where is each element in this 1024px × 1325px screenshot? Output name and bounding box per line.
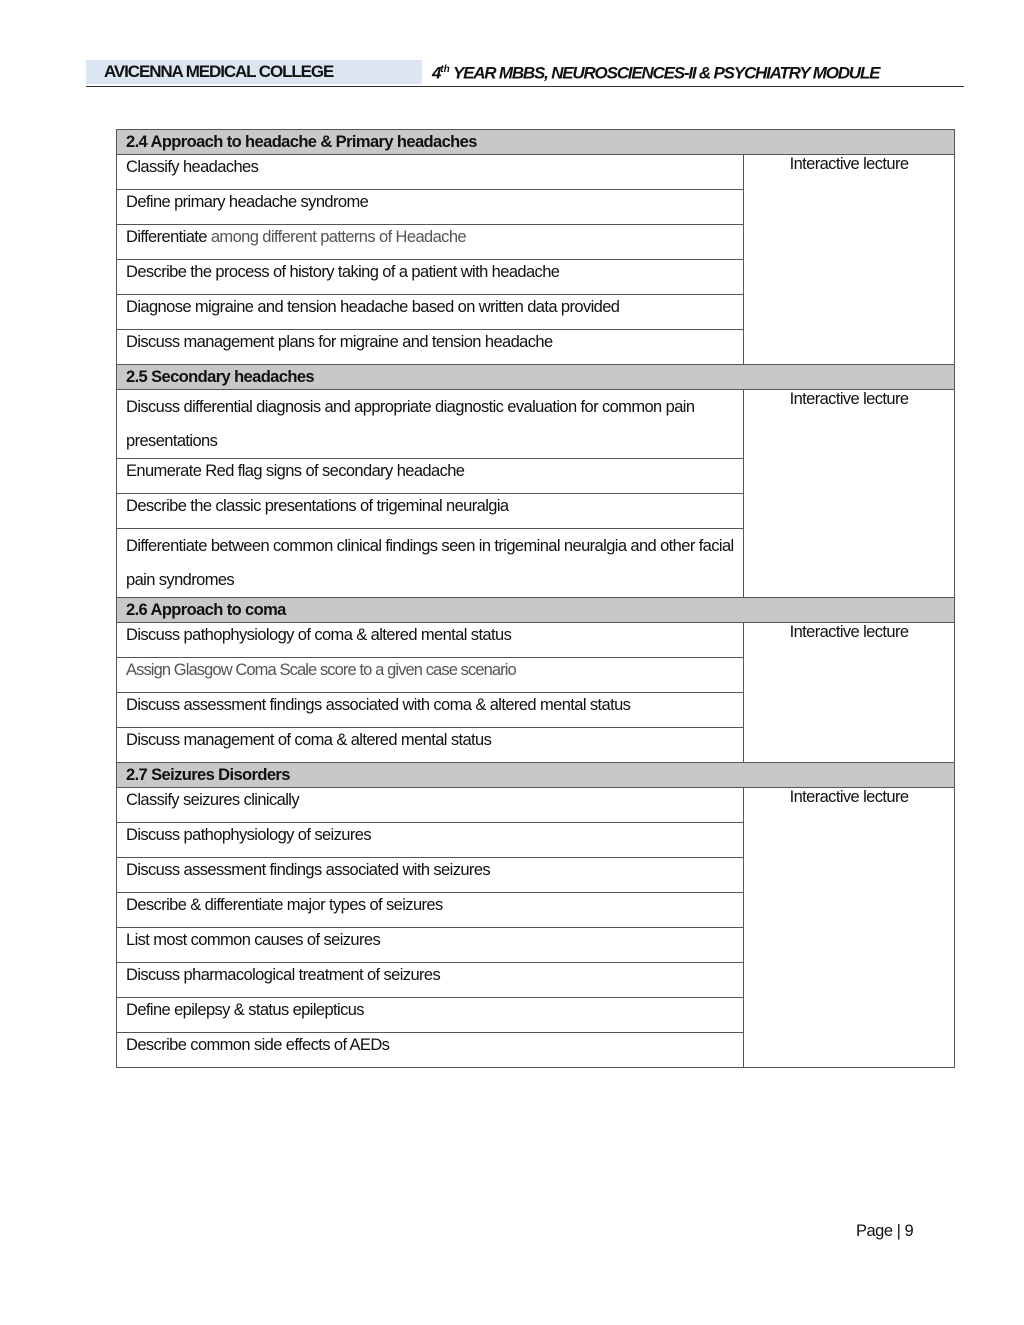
module-title	[432, 58, 879, 86]
objective-text-faded: among different patterns of Headache	[210, 228, 466, 246]
teaching-method: Interactive lecture	[744, 788, 955, 1068]
objective-cell: Describe the process of history taking of a patient with headache	[117, 260, 744, 295]
section-header-row	[117, 763, 955, 788]
objective-cell: Discuss management of coma & altered mental status	[117, 728, 744, 763]
objective-cell: Classify headaches	[117, 155, 744, 190]
module-name: YEAR MBBS, NEUROSCIENCES-II & PSYCHIATRY MODULE	[452, 63, 880, 83]
objective-cell	[117, 225, 744, 260]
teaching-method: Interactive lecture	[744, 390, 955, 598]
objective-cell: Define epilepsy & status epilepticus	[117, 998, 744, 1033]
objective-cell: Describe the classic presentations of trigeminal neuralgia	[117, 494, 744, 529]
year-number: 4	[432, 63, 441, 83]
objective-cell: Describe common side effects of AEDs	[117, 1033, 744, 1068]
table-row	[117, 788, 955, 823]
table-row	[117, 390, 955, 459]
header-divider	[86, 86, 964, 87]
objective-cell: Enumerate Red flag signs of secondary headache	[117, 459, 744, 494]
section-header-row	[117, 130, 955, 155]
page-number: Page | 9	[856, 1222, 914, 1240]
section-header-row	[117, 365, 955, 390]
objective-cell: Assign Glasgow Coma Scale score to a given case scenario	[117, 658, 744, 693]
objective-cell: Discuss pharmacological treatment of seizures	[117, 963, 744, 998]
objective-cell: Describe & differentiate major types of seizures	[117, 893, 744, 928]
objectives-table	[116, 129, 955, 1068]
objective-cell: Discuss management plans for migraine and tension headache	[117, 330, 744, 365]
objective-cell: Classify seizures clinically	[117, 788, 744, 823]
section-title: 2.5 Secondary headaches	[117, 365, 955, 390]
objective-cell: Differentiate between common clinical findings seen in trigeminal neuralgia and other facial pain syndromes	[117, 529, 744, 598]
objective-cell: List most common causes of seizures	[117, 928, 744, 963]
table-row	[117, 623, 955, 658]
objective-cell: Define primary headache syndrome	[117, 190, 744, 225]
section-header-row	[117, 598, 955, 623]
page-header	[86, 58, 964, 88]
table-row	[117, 155, 955, 190]
objective-cell: Discuss pathophysiology of seizures	[117, 823, 744, 858]
objective-text: Differentiate	[126, 228, 211, 246]
teaching-method: Interactive lecture	[744, 155, 955, 365]
objective-cell: Discuss differential diagnosis and appropriate diagnostic evaluation for common pain presentations	[117, 390, 744, 459]
college-name: AVICENNA MEDICAL COLLEGE	[86, 60, 422, 84]
section-title: 2.6 Approach to coma	[117, 598, 955, 623]
teaching-method: Interactive lecture	[744, 623, 955, 763]
objective-cell: Discuss pathophysiology of coma & altered mental status	[117, 623, 744, 658]
section-title: 2.7 Seizures Disorders	[117, 763, 955, 788]
objective-cell: Discuss assessment findings associated with seizures	[117, 858, 744, 893]
objective-cell: Discuss assessment findings associated with coma & altered mental status	[117, 693, 744, 728]
year-superscript: th	[440, 64, 450, 75]
section-title: 2.4 Approach to headache & Primary headaches	[117, 130, 955, 155]
objective-cell: Diagnose migraine and tension headache based on written data provided	[117, 295, 744, 330]
